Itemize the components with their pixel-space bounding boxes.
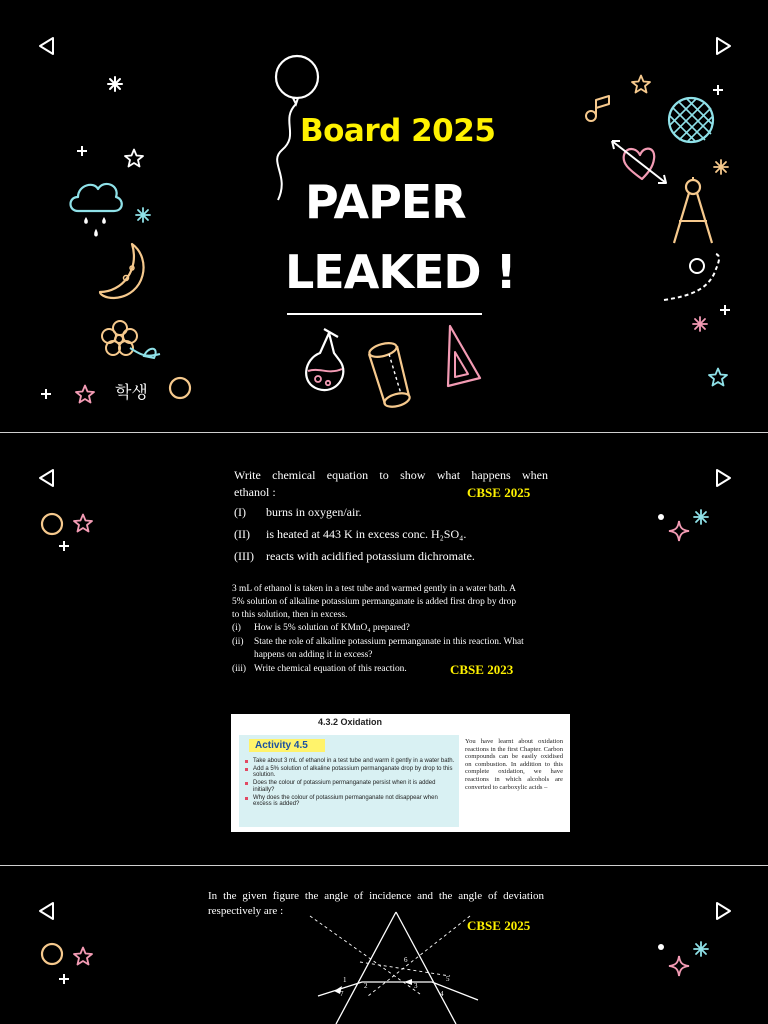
four-point-star-icon — [667, 954, 691, 978]
circle-icon — [167, 375, 193, 401]
plus-icon — [40, 388, 52, 400]
star-icon — [73, 946, 93, 966]
star-icon — [631, 74, 651, 94]
korean-doodle-text: 학생 — [115, 383, 148, 403]
q1-item-text: burns in oxygen/air. — [266, 505, 362, 519]
figure-label: 4 — [440, 990, 444, 998]
four-point-star-icon — [667, 519, 691, 543]
prev-slide-button[interactable] — [36, 467, 58, 489]
sparkle-icon — [692, 316, 708, 332]
q2-item-text: How is 5% solution of KMnO₄ prepared? — [254, 623, 410, 633]
dashed-path-icon — [660, 250, 726, 306]
sparkle-icon — [693, 941, 709, 957]
q1-item-text: reacts with acidified potassium dichromate. — [266, 549, 475, 563]
q2-exam-tag: CBSE 2023 — [450, 662, 514, 677]
figure-label: 1 — [343, 976, 347, 984]
excerpt-side-text: You have learnt about oxidation reactions in the first Chapter. Carbon compounds can be easily oxidised on combustion. In addition to this complete oxidation, we have reactions in which alcohols are converted to carboxylic acids – — [465, 738, 563, 791]
q2-item-num: (iii) — [232, 664, 247, 674]
q2-item-text: Write chemical equation of this reaction. — [254, 664, 407, 674]
next-slide-button[interactable] — [712, 900, 734, 922]
q1-exam-tag: CBSE 2025 — [467, 485, 531, 500]
q2-item-text: happens on adding it in excess? — [254, 650, 373, 660]
prism-figure — [300, 908, 480, 1024]
circle-icon — [39, 511, 65, 537]
star-icon — [124, 148, 144, 168]
next-slide-button[interactable] — [712, 467, 734, 489]
dot-icon — [657, 513, 665, 521]
q3-exam-tag: CBSE 2025 — [467, 918, 531, 933]
sparkle-icon — [106, 75, 124, 93]
next-slide-button[interactable] — [712, 35, 734, 57]
set-square-icon — [440, 322, 484, 392]
q1-intro-line2: ethanol : — [234, 485, 276, 499]
sparkle-icon — [713, 159, 729, 175]
activity-step: Take about 3 mL of ethanol in a test tube and warm it gently in a water bath. — [244, 758, 456, 765]
headline-line1: PAPER — [305, 175, 466, 229]
q1-item-num: (III) — [234, 549, 254, 563]
q2-intro-line2: 5% solution of alkaline potassium permanganate is added first drop by drop — [232, 597, 517, 607]
plus-icon — [719, 304, 731, 316]
slide-ethanol-questions — [0, 433, 768, 865]
heart-arrow-icon — [608, 133, 672, 189]
figure-label: 5 — [446, 975, 450, 983]
figure-label: 3 — [414, 982, 418, 990]
star-icon — [73, 513, 93, 533]
plus-icon — [76, 145, 88, 157]
q1-item-text: is heated at 443 K in excess conc. H₂SO₄. — [266, 527, 467, 541]
flower-icon — [100, 318, 170, 366]
figure-label: 2 — [364, 982, 368, 990]
board-year-title: Board 2025 — [300, 113, 496, 149]
activity-steps — [244, 758, 456, 809]
plus-icon — [58, 973, 70, 985]
star-icon — [75, 384, 95, 404]
globe-icon — [665, 94, 717, 146]
note-icon — [583, 94, 615, 124]
q2-intro-line3: to this solution, then in excess. — [232, 610, 348, 620]
activity-step: Does the colour of potassium permanganate persist when it is added initially? — [244, 780, 456, 793]
figure-label: 6 — [404, 956, 408, 964]
circle-icon — [39, 941, 65, 967]
cylinder-icon — [365, 340, 415, 410]
q2-item-num: (i) — [232, 623, 241, 633]
plus-icon — [58, 540, 70, 552]
figure-label: 7 — [340, 990, 344, 998]
slide-prism-question — [0, 866, 768, 1024]
q3-line1: In the given figure the angle of incidence and the angle of deviation — [208, 890, 544, 902]
sparkle-icon — [135, 207, 151, 223]
excerpt-heading: 4.3.2 Oxidation — [318, 717, 383, 727]
prev-slide-button[interactable] — [36, 35, 58, 57]
q1-item-num: (II) — [234, 527, 250, 541]
sparkle-icon — [693, 509, 709, 525]
textbook-excerpt — [231, 714, 570, 832]
compass-icon — [668, 175, 718, 247]
q2-intro-line1: 3 mL of ethanol is taken in a test tube and warmed gently in a water bath. A — [232, 584, 516, 594]
q2-item-text: State the role of alkaline potassium permanganate in this reaction. What — [254, 637, 524, 647]
star-icon — [708, 367, 728, 387]
prev-slide-button[interactable] — [36, 900, 58, 922]
dot-icon — [657, 943, 665, 951]
activity-badge: Activity 4.5 — [249, 739, 325, 752]
slide-title — [0, 0, 768, 432]
activity-step: Why does the colour of potassium permanganate not disappear when excess is added? — [244, 795, 456, 808]
q3-line2: respectively are : — [208, 905, 284, 917]
headline-line2: LEAKED ! — [285, 245, 516, 299]
flask-icon — [296, 325, 350, 395]
title-underline — [287, 313, 482, 315]
q1-intro-line1: Write chemical equation to show what happens when — [234, 468, 548, 482]
cloud-icon — [66, 175, 126, 250]
q1-item-num: (I) — [234, 505, 246, 519]
activity-step: Add a 5% solution of alkaline potassium permanganate drop by drop to this solution. — [244, 766, 456, 779]
q2-item-num: (ii) — [232, 637, 244, 647]
moon-icon — [96, 240, 152, 302]
